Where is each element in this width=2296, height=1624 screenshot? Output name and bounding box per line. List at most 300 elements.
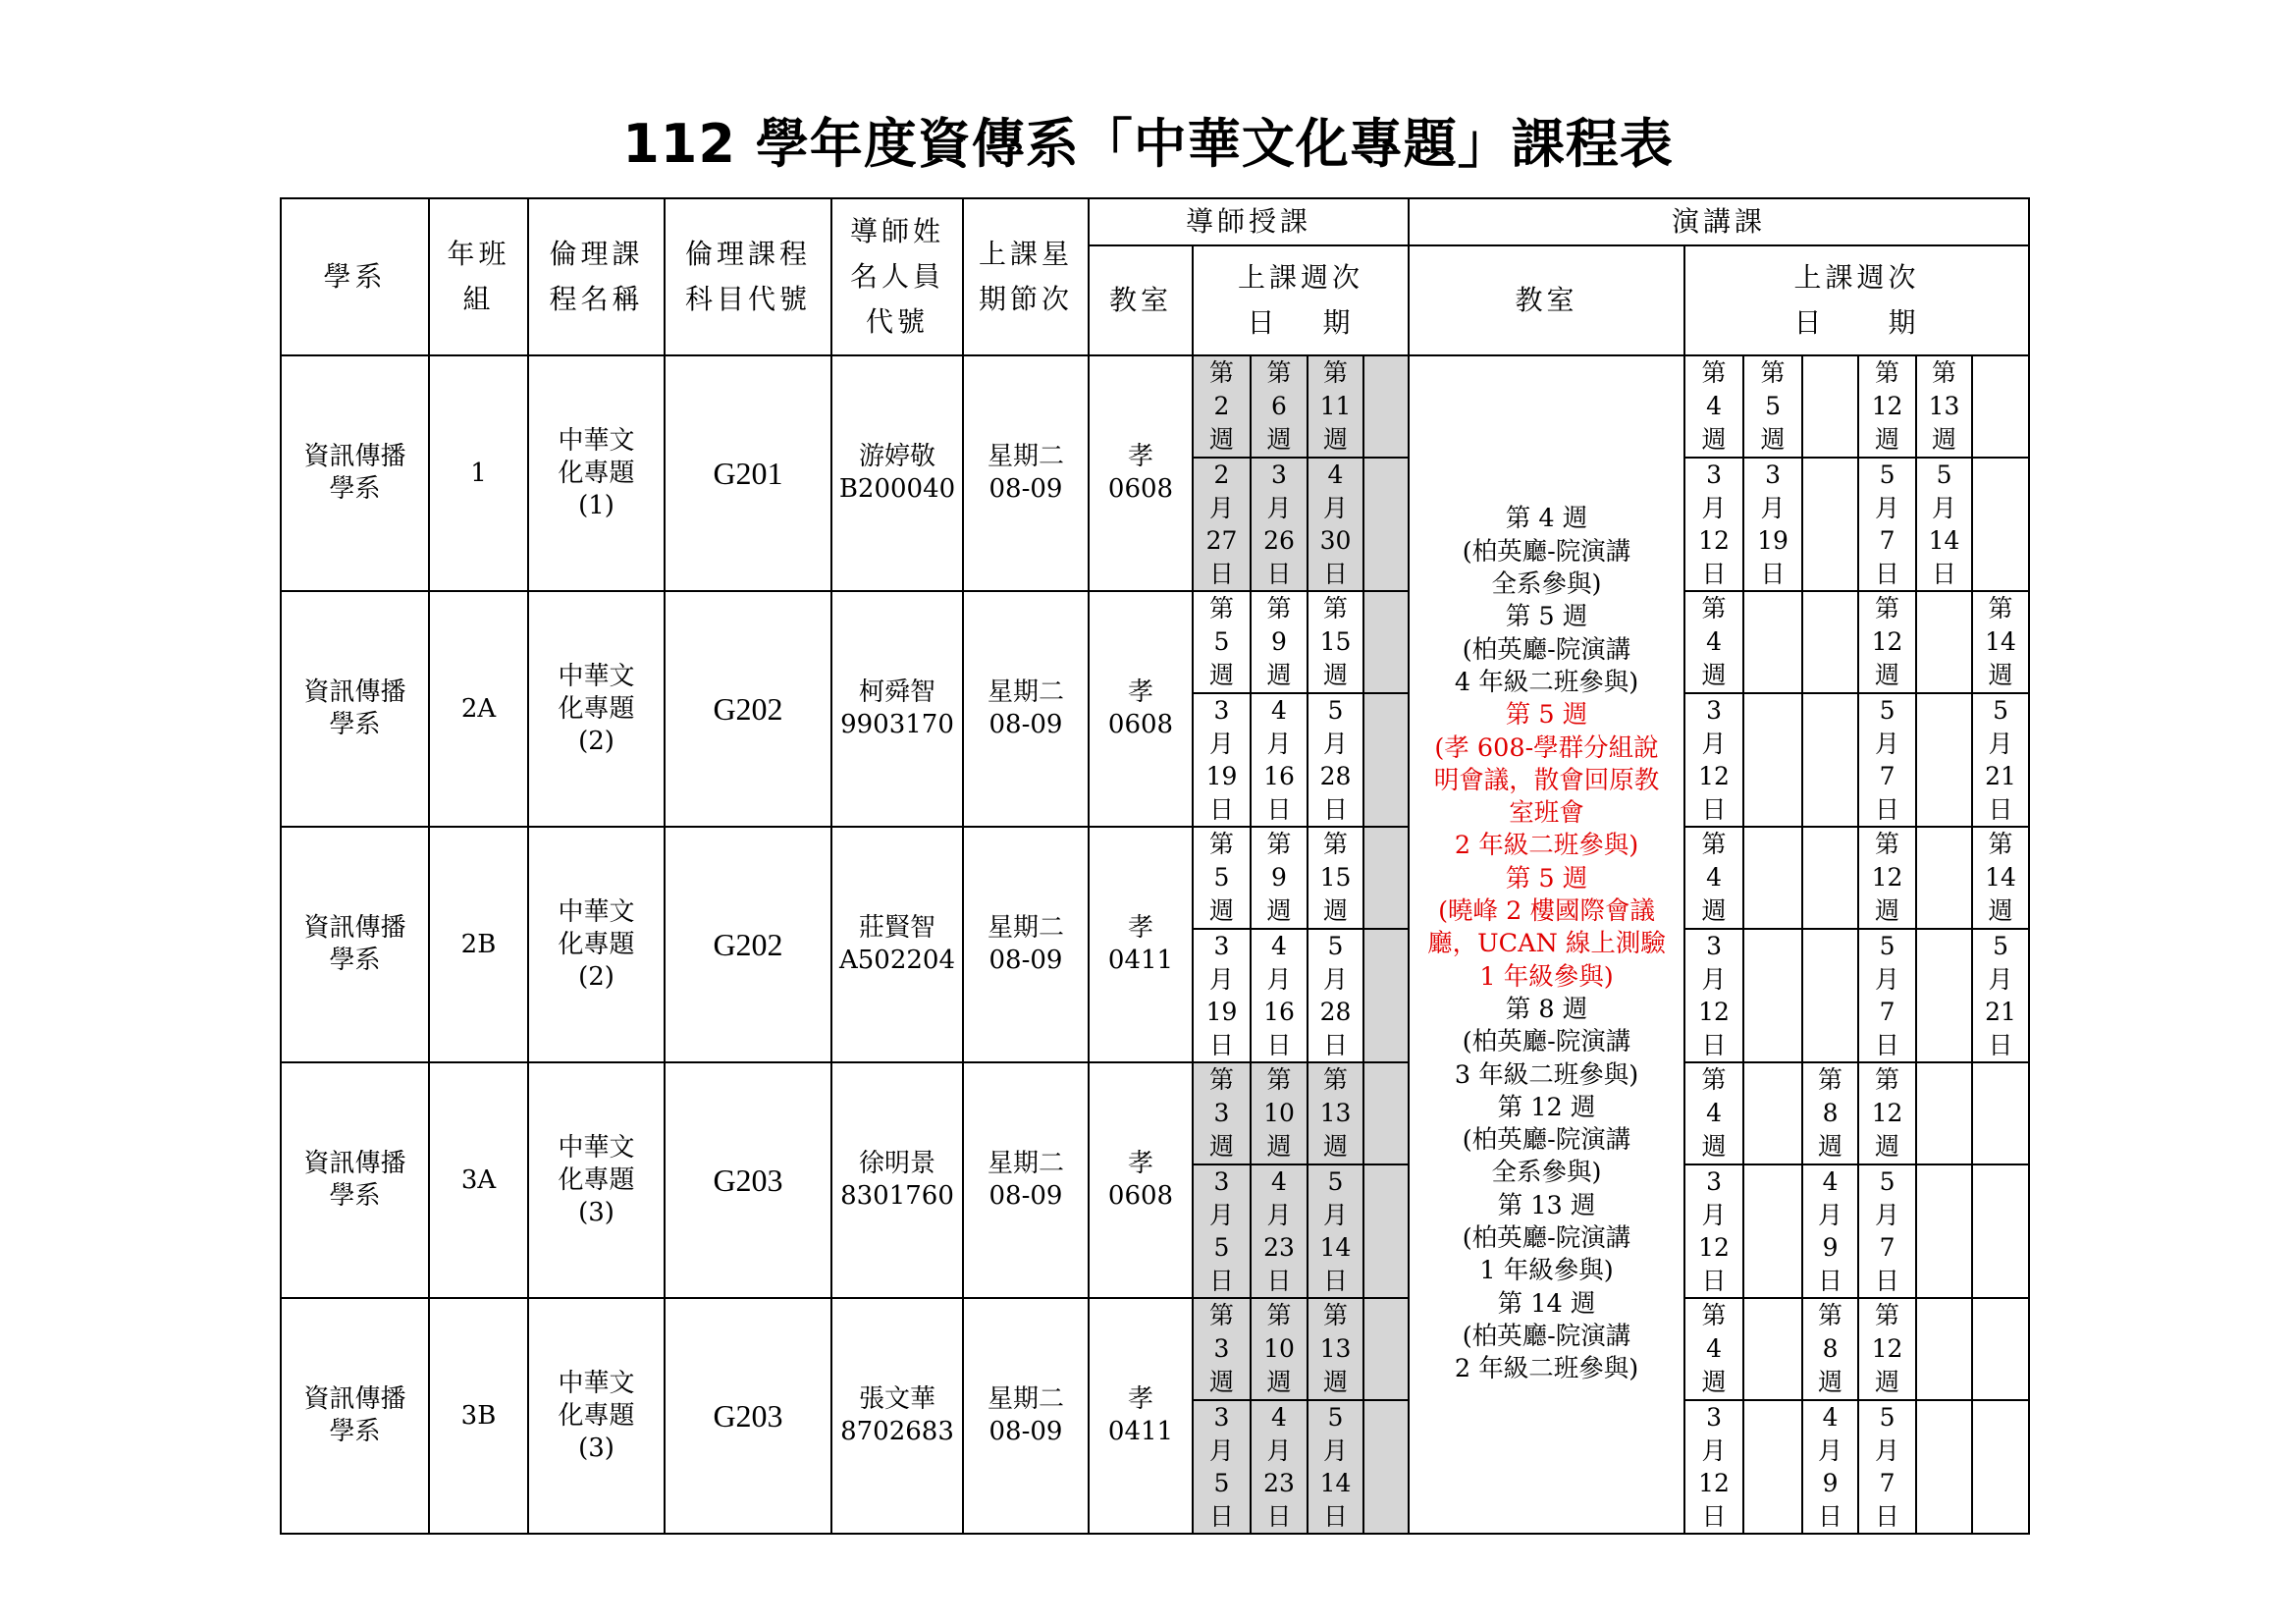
mentor-date-line: 日	[1322, 1266, 1348, 1295]
mentor-week-line: 第	[1266, 830, 1292, 858]
mentor-week-cell	[1308, 1062, 1363, 1164]
lecture-week-line: 4	[1706, 1099, 1722, 1127]
lecture-date-line: 3	[1706, 1403, 1722, 1432]
mentor-week-line: 第	[1266, 1301, 1292, 1329]
dept-cell	[281, 1298, 429, 1534]
lecture-date-cell	[1916, 693, 1972, 827]
header-course-code-line: 倫理課程	[684, 238, 811, 270]
mentor-date-line: 5	[1327, 1167, 1344, 1196]
mentor-week-line: 13	[1319, 1099, 1352, 1127]
mentor-week-line: 第	[1322, 830, 1348, 858]
dept-cell	[281, 591, 429, 827]
lecture-note-line: 室班會	[1509, 798, 1584, 829]
dept-cell-line: 學系	[329, 946, 381, 975]
course-cell-line: 中華文	[558, 425, 635, 456]
page-title: 112 學年度資傳系「中華文化專題」課程表	[622, 113, 1674, 175]
mentor-date-line: 日	[1208, 1030, 1234, 1059]
lecture-date-line: 日	[1701, 559, 1727, 588]
lecture-date-cell	[1743, 1400, 1802, 1534]
lecture-date-cell	[1743, 1164, 1802, 1298]
lecture-date-line: 14	[1928, 526, 1960, 555]
lecture-week-line: 第	[1818, 1065, 1843, 1094]
lecture-date-line: 月	[1875, 1435, 1900, 1465]
mentor-week-line: 第	[1208, 830, 1234, 858]
mentor-date-line: 3	[1213, 932, 1230, 960]
dept-cell-line: 資訊傳播	[303, 677, 406, 707]
time-cell-line: 星期二	[987, 1384, 1064, 1414]
lecture-week-line: 第	[1818, 1301, 1843, 1329]
course-cell	[528, 1062, 665, 1298]
mentor-week-line: 週	[1322, 425, 1348, 454]
room-cell	[1089, 355, 1193, 591]
schedule-table	[280, 197, 2030, 1535]
time-cell-line: 星期二	[987, 913, 1064, 943]
lecture-note-line: (柏英廳-院演講	[1462, 1125, 1631, 1156]
class-cell: 3A	[429, 1062, 528, 1298]
mentor-week-cell	[1193, 1062, 1251, 1164]
mentor-date-line: 月	[1322, 729, 1348, 758]
lecture-date-cell	[1972, 1400, 2029, 1534]
header-teacher-line: 導師姓	[849, 215, 944, 247]
lecture-date-line: 9	[1822, 1233, 1839, 1262]
header-schedule-line: 上課星	[978, 238, 1073, 270]
room-cell-line: 0411	[1107, 946, 1174, 975]
code-cell: G202	[665, 591, 831, 827]
lecture-week-line: 第	[1701, 1065, 1727, 1094]
time-cell-line: 08-09	[988, 1417, 1063, 1446]
lecture-note-line: 第 8 週	[1505, 994, 1588, 1024]
lecture-week-cell	[1916, 591, 1972, 693]
mentor-week-cell	[1363, 1298, 1409, 1400]
mentor-date-line: 5	[1213, 1469, 1230, 1497]
time-cell-line: 08-09	[988, 946, 1063, 975]
lecture-date-line: 月	[1875, 729, 1900, 758]
course-cell-line: 中華文	[558, 661, 635, 691]
lecture-week-line: 週	[1701, 661, 1727, 689]
lecture-date-line: 日	[1701, 794, 1727, 824]
teacher-cell-line: A502204	[838, 946, 956, 975]
lecture-date-line: 日	[1932, 559, 1957, 588]
header-teacher-line: 代號	[865, 305, 929, 338]
mentor-week-cell	[1363, 355, 1409, 458]
lecture-note-line: (柏英廳-院演講	[1462, 1027, 1631, 1057]
lecture-date-line: 7	[1879, 762, 1896, 790]
lecture-week-line: 第	[1988, 830, 2013, 858]
lecture-note-line: 第 12 週	[1497, 1092, 1596, 1122]
header-course-name-line: 倫理課	[549, 238, 644, 270]
lecture-date-cell	[1802, 929, 1858, 1062]
lecture-date-line: 7	[1879, 526, 1896, 555]
mentor-week-cell	[1308, 591, 1363, 693]
dept-cell-line: 資訊傳播	[303, 1149, 406, 1178]
mentor-date-line: 月	[1208, 729, 1234, 758]
dept-cell-line: 學系	[329, 1181, 381, 1211]
dept-cell-line: 學系	[329, 474, 381, 504]
lecture-week-line: 5	[1765, 392, 1781, 420]
lecture-date-cell	[1684, 458, 1743, 591]
mentor-week-line: 第	[1208, 594, 1234, 623]
lecture-date-line: 5	[1879, 696, 1896, 725]
header-lecture-weeks-dates-line: 上課週次	[1793, 261, 1920, 294]
mentor-week-line: 週	[1322, 1132, 1348, 1161]
lecture-date-cell	[1916, 458, 1972, 591]
table-row	[281, 1062, 2029, 1164]
lecture-week-cell	[1858, 827, 1916, 929]
mentor-week-line: 15	[1319, 627, 1352, 656]
mentor-date-line: 日	[1266, 794, 1292, 824]
mentor-date-cell	[1308, 929, 1363, 1062]
mentor-date-line: 14	[1319, 1233, 1352, 1262]
mentor-date-line: 日	[1208, 794, 1234, 824]
table-row	[281, 1298, 2029, 1400]
lecture-week-line: 4	[1706, 1334, 1722, 1363]
lecture-date-line: 日	[1818, 1501, 1843, 1531]
mentor-week-line: 週	[1208, 425, 1234, 454]
lecture-week-line: 第	[1875, 594, 1900, 623]
time-cell	[963, 355, 1089, 591]
mentor-date-cell	[1363, 693, 1409, 827]
lecture-date-cell	[1916, 1400, 1972, 1534]
lecture-date-line: 3	[1706, 932, 1722, 960]
mentor-week-line: 週	[1208, 661, 1234, 689]
lecture-week-cell	[1916, 1062, 1972, 1164]
mentor-week-line: 第	[1322, 1301, 1348, 1329]
code-cell: G203	[665, 1298, 831, 1534]
mentor-date-line: 日	[1322, 1501, 1348, 1531]
lecture-week-line: 第	[1701, 1301, 1727, 1329]
lecture-week-cell	[1684, 591, 1743, 693]
room-cell-line: 0411	[1107, 1417, 1174, 1446]
mentor-date-line: 月	[1208, 1435, 1234, 1465]
mentor-week-cell	[1308, 827, 1363, 929]
lecture-week-cell	[1858, 1062, 1916, 1164]
header-class-group-line: 組	[462, 283, 495, 315]
lecture-week-cell	[1802, 1062, 1858, 1164]
mentor-week-line: 週	[1266, 425, 1292, 454]
mentor-date-line: 月	[1266, 964, 1292, 994]
lecture-date-cell	[1858, 693, 1916, 827]
lecture-date-cell	[1972, 458, 2029, 591]
mentor-week-line: 9	[1271, 627, 1287, 656]
teacher-cell-line: 8702683	[840, 1417, 954, 1446]
course-cell-line: (3)	[578, 1433, 614, 1463]
lecture-week-line: 12	[1871, 627, 1903, 656]
mentor-date-line: 23	[1263, 1469, 1295, 1497]
room-cell-line: 孝	[1127, 677, 1153, 707]
mentor-week-cell	[1363, 591, 1409, 693]
room-cell	[1089, 827, 1193, 1062]
dept-cell-line: 資訊傳播	[303, 442, 406, 471]
mentor-date-cell	[1363, 1400, 1409, 1534]
lecture-date-cell	[1916, 929, 1972, 1062]
lecture-date-cell	[1972, 693, 2029, 827]
class-cell: 3B	[429, 1298, 528, 1534]
mentor-date-line: 4	[1271, 1167, 1287, 1196]
lecture-week-line: 第	[1875, 358, 1900, 387]
mentor-date-cell	[1363, 929, 1409, 1062]
mentor-date-line: 28	[1319, 762, 1352, 790]
mentor-date-line: 3	[1271, 460, 1287, 489]
mentor-date-line: 5	[1327, 1403, 1344, 1432]
lecture-date-line: 月	[1701, 964, 1727, 994]
dept-cell	[281, 1062, 429, 1298]
header-class-group-line: 年班	[447, 238, 510, 270]
header-dept: 學系	[281, 198, 429, 355]
lecture-note-line: 第 5 週	[1505, 700, 1588, 731]
lecture-date-line: 12	[1698, 1233, 1730, 1262]
lecture-week-cell	[1972, 591, 2029, 693]
lecture-week-cell	[1743, 591, 1802, 693]
mentor-week-cell	[1251, 827, 1308, 929]
lecture-week-cell	[1684, 355, 1743, 458]
lecture-note-line: 2 年級二班參與)	[1454, 1354, 1639, 1384]
lecture-date-line: 月	[1701, 1200, 1727, 1229]
room-cell	[1089, 1298, 1193, 1534]
mentor-week-line: 週	[1322, 896, 1348, 925]
mentor-week-line: 3	[1213, 1099, 1230, 1127]
lecture-week-cell	[1743, 355, 1802, 458]
lecture-date-line: 日	[1875, 1030, 1900, 1059]
mentor-date-cell	[1251, 693, 1308, 827]
lecture-date-line: 月	[1818, 1435, 1843, 1465]
header-course-code	[665, 198, 831, 355]
mentor-date-line: 4	[1327, 460, 1344, 489]
lecture-week-cell	[1802, 1298, 1858, 1400]
lecture-date-cell	[1972, 1164, 2029, 1298]
lecture-week-cell	[1916, 1298, 1972, 1400]
mentor-date-line: 日	[1322, 1030, 1348, 1059]
mentor-date-line: 4	[1271, 696, 1287, 725]
mentor-date-line: 16	[1263, 998, 1295, 1026]
lecture-week-cell	[1916, 827, 1972, 929]
lecture-week-line: 第	[1988, 594, 2013, 623]
teacher-cell	[831, 827, 963, 1062]
header-lecture-classroom: 教室	[1409, 245, 1684, 355]
mentor-week-line: 第	[1208, 1301, 1234, 1329]
lecture-week-cell	[1743, 827, 1802, 929]
lecture-week-line: 13	[1928, 392, 1960, 420]
course-cell	[528, 1298, 665, 1534]
lecture-date-line: 月	[1701, 1435, 1727, 1465]
time-cell-line: 星期二	[987, 677, 1064, 707]
lecture-date-cell	[1916, 1164, 1972, 1298]
lecture-date-line: 日	[1760, 559, 1786, 588]
lecture-date-line: 日	[1988, 794, 2013, 824]
room-cell-line: 孝	[1127, 1149, 1153, 1178]
mentor-week-line: 11	[1319, 392, 1352, 420]
mentor-date-cell	[1251, 1164, 1308, 1298]
lecture-note-line: (柏英廳-院演講	[1462, 536, 1631, 567]
lecture-date-line: 3	[1706, 696, 1722, 725]
lecture-date-line: 日	[1875, 794, 1900, 824]
mentor-date-line: 5	[1327, 932, 1344, 960]
lecture-week-line: 第	[1701, 594, 1727, 623]
room-cell	[1089, 1062, 1193, 1298]
mentor-date-line: 日	[1266, 1030, 1292, 1059]
mentor-date-line: 19	[1205, 762, 1238, 790]
lecture-date-line: 3	[1765, 460, 1781, 489]
lecture-date-cell	[1802, 693, 1858, 827]
mentor-date-line: 月	[1208, 493, 1234, 522]
lecture-week-cell	[1858, 355, 1916, 458]
lecture-note-line: (柏英廳-院演講	[1462, 1223, 1631, 1254]
lecture-week-cell	[1916, 355, 1972, 458]
lecture-week-line: 週	[1875, 661, 1900, 689]
lecture-week-line: 週	[1701, 1368, 1727, 1396]
lecture-week-line: 第	[1932, 358, 1957, 387]
mentor-week-line: 15	[1319, 863, 1352, 892]
code-cell: G201	[665, 355, 831, 591]
mentor-week-line: 週	[1322, 1368, 1348, 1396]
lecture-week-line: 4	[1706, 627, 1722, 656]
table-row	[281, 355, 2029, 458]
time-cell-line: 08-09	[988, 710, 1063, 739]
header-mentor-section: 導師授課	[1089, 198, 1409, 245]
teacher-cell-line: 柯舜智	[858, 677, 935, 707]
lecture-date-line: 5	[1879, 1403, 1896, 1432]
lecture-week-line: 週	[1932, 425, 1957, 454]
course-cell-line: 化專題	[558, 693, 635, 724]
header-course-code-line: 科目代號	[684, 283, 811, 315]
mentor-date-cell	[1363, 458, 1409, 591]
header-schedule	[963, 198, 1089, 355]
lecture-week-line: 第	[1701, 358, 1727, 387]
lecture-date-line: 日	[1875, 559, 1900, 588]
lecture-date-line: 7	[1879, 1469, 1896, 1497]
mentor-date-line: 日	[1208, 559, 1234, 588]
mentor-date-line: 27	[1205, 526, 1238, 555]
teacher-cell-line: 9903170	[840, 710, 954, 739]
lecture-date-line: 4	[1822, 1403, 1839, 1432]
lecture-week-cell	[1743, 1298, 1802, 1400]
lecture-note-line: 第 5 週	[1505, 602, 1588, 632]
lecture-date-line: 12	[1698, 1469, 1730, 1497]
lecture-date-line: 日	[1701, 1266, 1727, 1295]
lecture-date-line: 19	[1757, 526, 1789, 555]
course-cell	[528, 591, 665, 827]
mentor-week-line: 10	[1263, 1099, 1295, 1127]
mentor-date-line: 日	[1266, 1501, 1292, 1531]
lecture-week-line: 8	[1822, 1099, 1839, 1127]
course-cell-line: 化專題	[558, 458, 635, 488]
mentor-date-cell	[1251, 1400, 1308, 1534]
mentor-week-line: 3	[1213, 1334, 1230, 1363]
mentor-week-line: 週	[1266, 1132, 1292, 1161]
lecture-date-cell	[1684, 929, 1743, 1062]
lecture-week-line: 第	[1875, 1065, 1900, 1094]
mentor-date-line: 16	[1263, 762, 1295, 790]
header-lecture-section: 演講課	[1409, 198, 2029, 245]
lecture-date-line: 日	[1701, 1501, 1727, 1531]
lecture-week-line: 第	[1875, 1301, 1900, 1329]
mentor-date-line: 日	[1266, 1266, 1292, 1295]
mentor-week-cell	[1363, 1062, 1409, 1164]
lecture-week-line: 週	[1818, 1368, 1843, 1396]
mentor-date-line: 月	[1208, 964, 1234, 994]
lecture-week-line: 週	[1988, 896, 2013, 925]
course-cell	[528, 827, 665, 1062]
mentor-week-line: 13	[1319, 1334, 1352, 1363]
lecture-week-cell	[1858, 1298, 1916, 1400]
lecture-date-line: 月	[1988, 729, 2013, 758]
header-lecture-weeks-dates-line: 日 期	[1793, 306, 1920, 339]
lecture-week-line: 週	[1701, 896, 1727, 925]
lecture-date-line: 月	[1875, 493, 1900, 522]
dept-cell	[281, 827, 429, 1062]
lecture-date-cell	[1743, 458, 1802, 591]
lecture-date-line: 3	[1706, 1167, 1722, 1196]
mentor-week-line: 週	[1322, 661, 1348, 689]
mentor-date-line: 5	[1327, 696, 1344, 725]
lecture-date-line: 月	[1875, 964, 1900, 994]
mentor-week-line: 週	[1266, 661, 1292, 689]
lecture-date-cell	[1858, 1400, 1916, 1534]
room-cell-line: 0608	[1107, 710, 1174, 739]
teacher-cell-line: 8301760	[840, 1181, 954, 1211]
mentor-date-cell	[1308, 693, 1363, 827]
lecture-week-cell	[1684, 1298, 1743, 1400]
mentor-week-cell	[1193, 1298, 1251, 1400]
lecture-date-line: 9	[1822, 1469, 1839, 1497]
lecture-date-line: 日	[1875, 1501, 1900, 1531]
mentor-date-line: 30	[1319, 526, 1352, 555]
header-lecture-weeks-dates	[1684, 245, 2029, 355]
time-cell	[963, 1298, 1089, 1534]
lecture-note-line: (孝 608-學群分組說	[1434, 732, 1659, 763]
mentor-date-line: 月	[1266, 729, 1292, 758]
teacher-cell-line: 游婷敬	[858, 442, 935, 471]
mentor-week-line: 週	[1208, 1368, 1234, 1396]
lecture-date-cell	[1858, 929, 1916, 1062]
mentor-date-line: 3	[1213, 1403, 1230, 1432]
lecture-week-line: 第	[1760, 358, 1786, 387]
time-cell	[963, 591, 1089, 827]
time-cell-line: 星期二	[987, 442, 1064, 471]
mentor-date-line: 26	[1263, 526, 1295, 555]
header-teacher-line: 名人員	[849, 260, 944, 293]
lecture-date-line: 5	[1879, 1167, 1896, 1196]
lecture-week-cell	[1972, 355, 2029, 458]
room-cell-line: 孝	[1127, 1384, 1153, 1414]
mentor-week-cell	[1193, 591, 1251, 693]
lecture-date-line: 月	[1818, 1200, 1843, 1229]
lecture-note-line: 廳，UCAN 線上測驗	[1427, 929, 1666, 959]
course-cell-line: (2)	[578, 961, 614, 992]
lecture-week-cell	[1802, 827, 1858, 929]
header-weeks-dates-line: 上課週次	[1238, 261, 1364, 294]
header-classroom: 教室	[1089, 245, 1193, 355]
header-weeks-dates-line: 日 期	[1247, 306, 1355, 339]
lecture-week-cell	[1802, 591, 1858, 693]
lecture-week-line: 週	[1988, 661, 2013, 689]
mentor-date-line: 19	[1205, 998, 1238, 1026]
mentor-date-cell	[1193, 929, 1251, 1062]
lecture-date-line: 4	[1822, 1167, 1839, 1196]
mentor-week-line: 5	[1213, 627, 1230, 656]
mentor-date-cell	[1308, 1400, 1363, 1534]
lecture-date-cell	[1684, 693, 1743, 827]
lecture-week-line: 4	[1706, 863, 1722, 892]
lecture-note-line: 1 年級參與)	[1479, 961, 1614, 992]
lecture-date-line: 5	[1993, 932, 2008, 960]
lecture-date-line: 5	[1879, 932, 1896, 960]
mentor-week-line: 週	[1208, 1132, 1234, 1161]
code-cell: G202	[665, 827, 831, 1062]
mentor-week-cell	[1193, 355, 1251, 458]
mentor-date-cell	[1193, 693, 1251, 827]
mentor-date-cell	[1251, 458, 1308, 591]
mentor-date-line: 月	[1266, 1200, 1292, 1229]
